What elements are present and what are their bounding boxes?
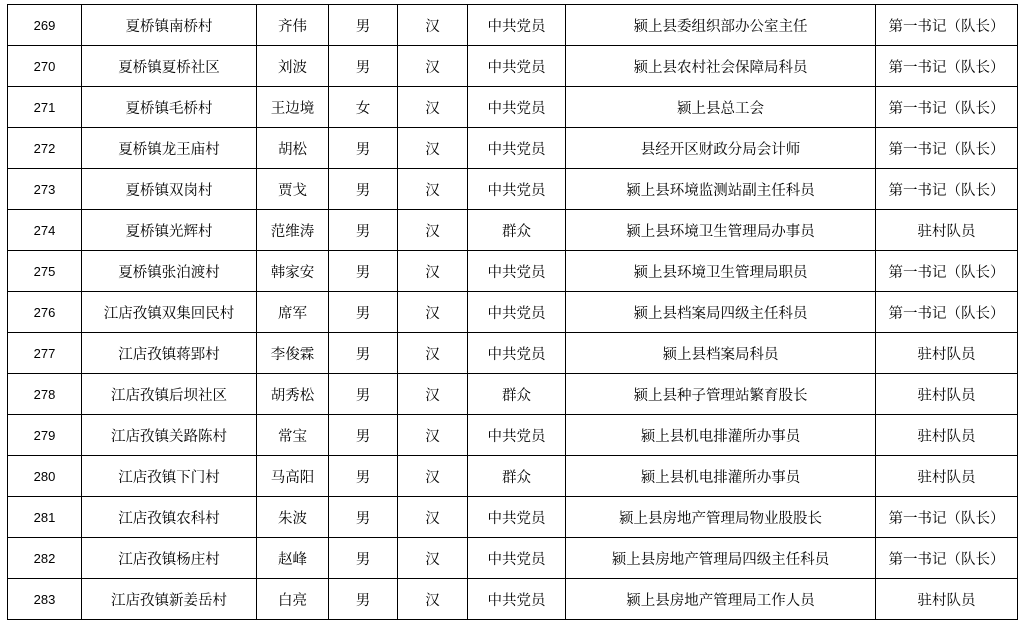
role-cell: 第一书记（队长） xyxy=(876,251,1018,292)
ethnicity-cell: 汉 xyxy=(398,333,468,374)
table-row xyxy=(8,5,1018,46)
table-row xyxy=(8,497,1018,538)
gender-cell: 男 xyxy=(329,374,398,415)
political-status-cell: 中共党员 xyxy=(468,251,566,292)
role-cell: 第一书记（队长） xyxy=(876,538,1018,579)
table-row xyxy=(8,128,1018,169)
work-unit-cell: 颍上县总工会 xyxy=(566,87,876,128)
name-cell: 胡秀松 xyxy=(257,374,329,415)
role-cell: 驻村队员 xyxy=(876,210,1018,251)
political-status-cell: 中共党员 xyxy=(468,5,566,46)
role-cell: 第一书记（队长） xyxy=(876,169,1018,210)
name-cell: 席军 xyxy=(257,292,329,333)
village-cell: 江店孜镇后坝社区 xyxy=(82,374,257,415)
village-cell: 江店孜镇蒋郢村 xyxy=(82,333,257,374)
political-status-cell: 中共党员 xyxy=(468,579,566,620)
village-cell: 夏桥镇毛桥村 xyxy=(82,87,257,128)
ethnicity-cell: 汉 xyxy=(398,415,468,456)
row-number-cell: 271 xyxy=(8,87,82,128)
table-row xyxy=(8,169,1018,210)
row-number-cell: 273 xyxy=(8,169,82,210)
village-cell: 江店孜镇新姜岳村 xyxy=(82,579,257,620)
row-number-cell: 269 xyxy=(8,5,82,46)
name-cell: 李俊霖 xyxy=(257,333,329,374)
row-number-cell: 279 xyxy=(8,415,82,456)
row-number-cell: 275 xyxy=(8,251,82,292)
role-cell: 驻村队员 xyxy=(876,333,1018,374)
village-cell: 江店孜镇杨庄村 xyxy=(82,538,257,579)
ethnicity-cell: 汉 xyxy=(398,579,468,620)
table-row xyxy=(8,415,1018,456)
role-cell: 驻村队员 xyxy=(876,374,1018,415)
ethnicity-cell: 汉 xyxy=(398,251,468,292)
political-status-cell: 群众 xyxy=(468,374,566,415)
political-status-cell: 中共党员 xyxy=(468,415,566,456)
table-row xyxy=(8,210,1018,251)
role-cell: 第一书记（队长） xyxy=(876,128,1018,169)
role-cell: 驻村队员 xyxy=(876,456,1018,497)
name-cell: 常宝 xyxy=(257,415,329,456)
political-status-cell: 群众 xyxy=(468,456,566,497)
ethnicity-cell: 汉 xyxy=(398,169,468,210)
work-unit-cell: 颍上县房地产管理局工作人员 xyxy=(566,579,876,620)
gender-cell: 男 xyxy=(329,128,398,169)
name-cell: 胡松 xyxy=(257,128,329,169)
work-unit-cell: 颍上县农村社会保障局科员 xyxy=(566,46,876,87)
table-row xyxy=(8,251,1018,292)
village-cell: 夏桥镇光辉村 xyxy=(82,210,257,251)
political-status-cell: 群众 xyxy=(468,210,566,251)
village-cell: 夏桥镇张泊渡村 xyxy=(82,251,257,292)
political-status-cell: 中共党员 xyxy=(468,46,566,87)
work-unit-cell: 颍上县环境卫生管理局办事员 xyxy=(566,210,876,251)
village-cell: 夏桥镇南桥村 xyxy=(82,5,257,46)
village-cell: 江店孜镇农科村 xyxy=(82,497,257,538)
ethnicity-cell: 汉 xyxy=(398,374,468,415)
gender-cell: 男 xyxy=(329,538,398,579)
table-row xyxy=(8,538,1018,579)
table-row xyxy=(8,292,1018,333)
row-number-cell: 278 xyxy=(8,374,82,415)
name-cell: 马高阳 xyxy=(257,456,329,497)
table-row xyxy=(8,374,1018,415)
gender-cell: 男 xyxy=(329,415,398,456)
name-cell: 韩家安 xyxy=(257,251,329,292)
table-row xyxy=(8,456,1018,497)
gender-cell: 男 xyxy=(329,169,398,210)
work-unit-cell: 颍上县房地产管理局物业股股长 xyxy=(566,497,876,538)
ethnicity-cell: 汉 xyxy=(398,46,468,87)
gender-cell: 男 xyxy=(329,251,398,292)
row-number-cell: 272 xyxy=(8,128,82,169)
table-row xyxy=(8,333,1018,374)
village-cell: 江店孜镇下门村 xyxy=(82,456,257,497)
work-unit-cell: 颍上县房地产管理局四级主任科员 xyxy=(566,538,876,579)
role-cell: 第一书记（队长） xyxy=(876,497,1018,538)
personnel-table xyxy=(7,4,1018,620)
gender-cell: 男 xyxy=(329,210,398,251)
ethnicity-cell: 汉 xyxy=(398,292,468,333)
work-unit-cell: 颍上县档案局科员 xyxy=(566,333,876,374)
ethnicity-cell: 汉 xyxy=(398,497,468,538)
gender-cell: 女 xyxy=(329,87,398,128)
name-cell: 赵峰 xyxy=(257,538,329,579)
village-cell: 夏桥镇夏桥社区 xyxy=(82,46,257,87)
role-cell: 第一书记（队长） xyxy=(876,46,1018,87)
name-cell: 朱波 xyxy=(257,497,329,538)
row-number-cell: 280 xyxy=(8,456,82,497)
row-number-cell: 282 xyxy=(8,538,82,579)
gender-cell: 男 xyxy=(329,333,398,374)
village-cell: 江店孜镇关路陈村 xyxy=(82,415,257,456)
table-row xyxy=(8,579,1018,620)
ethnicity-cell: 汉 xyxy=(398,87,468,128)
political-status-cell: 中共党员 xyxy=(468,497,566,538)
work-unit-cell: 颍上县委组织部办公室主任 xyxy=(566,5,876,46)
name-cell: 王边境 xyxy=(257,87,329,128)
row-number-cell: 283 xyxy=(8,579,82,620)
row-number-cell: 270 xyxy=(8,46,82,87)
name-cell: 白亮 xyxy=(257,579,329,620)
ethnicity-cell: 汉 xyxy=(398,456,468,497)
role-cell: 第一书记（队长） xyxy=(876,87,1018,128)
name-cell: 齐伟 xyxy=(257,5,329,46)
role-cell: 第一书记（队长） xyxy=(876,5,1018,46)
political-status-cell: 中共党员 xyxy=(468,87,566,128)
row-number-cell: 274 xyxy=(8,210,82,251)
ethnicity-cell: 汉 xyxy=(398,128,468,169)
gender-cell: 男 xyxy=(329,579,398,620)
village-cell: 夏桥镇龙王庙村 xyxy=(82,128,257,169)
work-unit-cell: 颍上县档案局四级主任科员 xyxy=(566,292,876,333)
political-status-cell: 中共党员 xyxy=(468,169,566,210)
name-cell: 贾戈 xyxy=(257,169,329,210)
work-unit-cell: 颍上县机电排灌所办事员 xyxy=(566,456,876,497)
political-status-cell: 中共党员 xyxy=(468,128,566,169)
name-cell: 范维涛 xyxy=(257,210,329,251)
village-cell: 江店孜镇双集回民村 xyxy=(82,292,257,333)
ethnicity-cell: 汉 xyxy=(398,538,468,579)
ethnicity-cell: 汉 xyxy=(398,210,468,251)
ethnicity-cell: 汉 xyxy=(398,5,468,46)
gender-cell: 男 xyxy=(329,292,398,333)
work-unit-cell: 颍上县环境监测站副主任科员 xyxy=(566,169,876,210)
table-body xyxy=(8,5,1018,620)
gender-cell: 男 xyxy=(329,5,398,46)
role-cell: 第一书记（队长） xyxy=(876,292,1018,333)
gender-cell: 男 xyxy=(329,46,398,87)
work-unit-cell: 颍上县种子管理站繁育股长 xyxy=(566,374,876,415)
work-unit-cell: 颍上县机电排灌所办事员 xyxy=(566,415,876,456)
gender-cell: 男 xyxy=(329,497,398,538)
row-number-cell: 276 xyxy=(8,292,82,333)
gender-cell: 男 xyxy=(329,456,398,497)
row-number-cell: 281 xyxy=(8,497,82,538)
row-number-cell: 277 xyxy=(8,333,82,374)
political-status-cell: 中共党员 xyxy=(468,538,566,579)
name-cell: 刘波 xyxy=(257,46,329,87)
role-cell: 驻村队员 xyxy=(876,579,1018,620)
village-cell: 夏桥镇双岗村 xyxy=(82,169,257,210)
table-row xyxy=(8,87,1018,128)
table-row xyxy=(8,46,1018,87)
work-unit-cell: 县经开区财政分局会计师 xyxy=(566,128,876,169)
political-status-cell: 中共党员 xyxy=(468,292,566,333)
political-status-cell: 中共党员 xyxy=(468,333,566,374)
work-unit-cell: 颍上县环境卫生管理局职员 xyxy=(566,251,876,292)
role-cell: 驻村队员 xyxy=(876,415,1018,456)
